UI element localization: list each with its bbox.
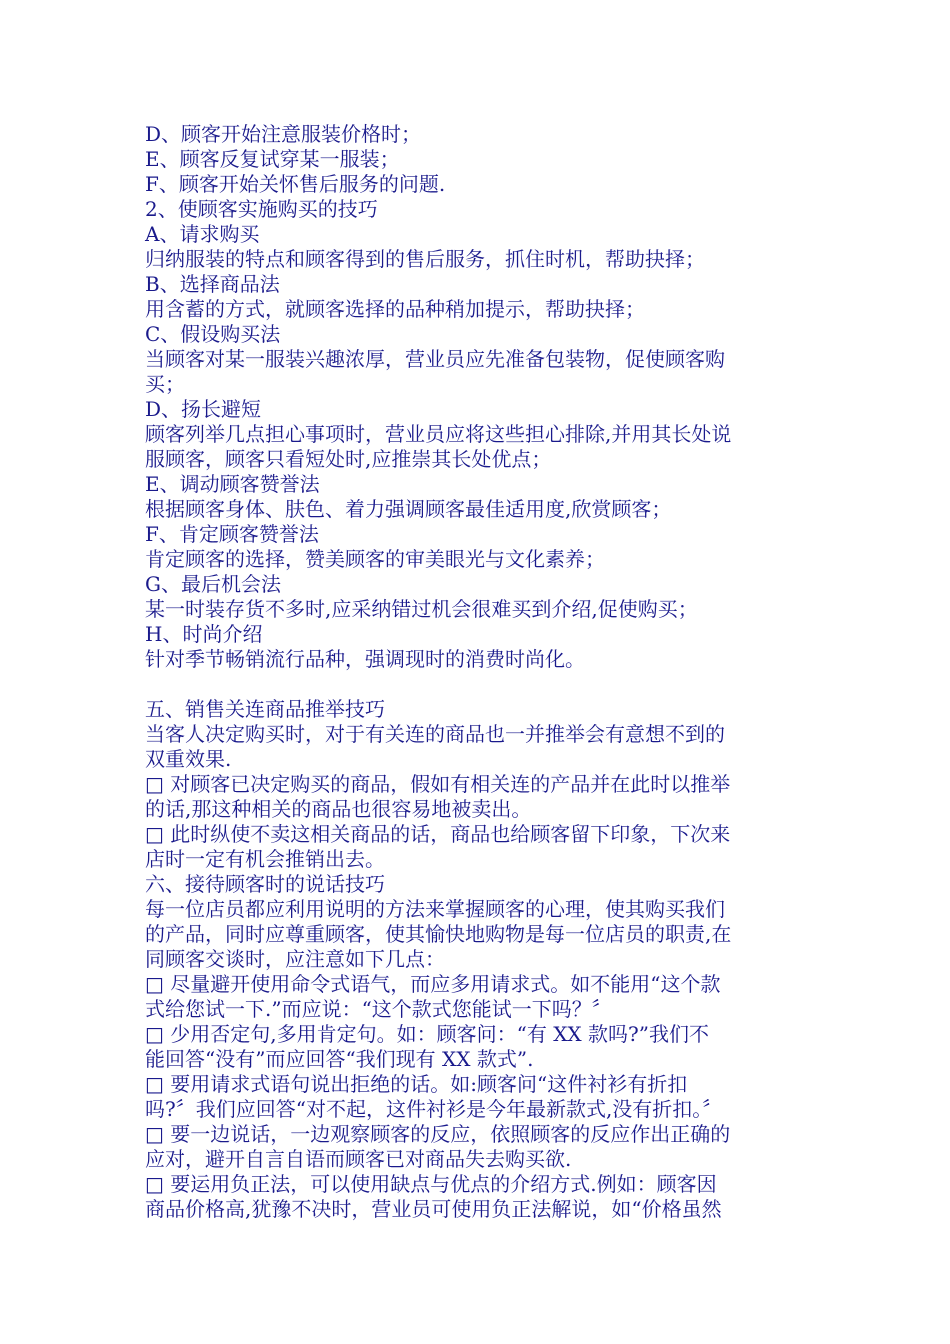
text-line: 每一位店员都应利用说明的方法来掌握顾客的心理，使其购买我们 xyxy=(145,897,725,921)
section-heading: 六、接待顾客时的说话技巧 xyxy=(145,872,385,896)
text-line: 根据顾客身体、肤色、着力强调顾客最佳适用度,欣赏顾客； xyxy=(145,497,672,521)
text-line: 用含蓄的方式，就顾客选择的品种稍加提示，帮助抉择； xyxy=(145,297,645,321)
text-line: 的产品，同时应尊重顾客，使其愉快地购物是每一位店员的职责,在 xyxy=(145,922,732,946)
subheading: F、肯定顾客赞誉法 xyxy=(145,522,319,546)
subheading: E、调动顾客赞誉法 xyxy=(145,472,320,496)
text-line: 能回答“没有”而应回答“我们现有 XX 款式”. xyxy=(145,1047,534,1071)
text-line: E、顾客反复试穿某一服装； xyxy=(145,147,400,171)
document-body xyxy=(145,122,815,1222)
subheading: A、请求购买 xyxy=(145,222,260,246)
bullet-line: □ 尽量避开使用命令式语气，而应多用请求式。如不能用“这个款 xyxy=(145,972,721,996)
subheading: C、假设购买法 xyxy=(145,322,281,346)
bullet-line: □ 要一边说话，一边观察顾客的反应，依照顾客的反应作出正确的 xyxy=(145,1122,731,1146)
text-line: F、顾客开始关怀售后服务的问题. xyxy=(145,172,446,196)
blank-line xyxy=(145,672,815,697)
text-line: 同顾客交谈时，应注意如下几点： xyxy=(145,947,445,971)
text-line: 针对季节畅销流行品种，强调现时的消费时尚化。 xyxy=(145,647,585,671)
section-heading: 五、销售关连商品推举技巧 xyxy=(145,697,385,721)
text-line: 买； xyxy=(145,372,185,396)
text-line: 顾客列举几点担心事项时，营业员应将这些担心排除,并用其长处说 xyxy=(145,422,732,446)
bullet-line: □ 要运用负正法，可以使用缺点与优点的介绍方式.例如：顾客因 xyxy=(145,1172,717,1196)
subheading: G、最后机会法 xyxy=(145,572,281,596)
section-heading: 2、使顾客实施购买的技巧 xyxy=(145,197,378,221)
text-line: D、顾客开始注意服装价格时； xyxy=(145,122,422,146)
text-line: 的话,那这种相关的商品也很容易地被卖出。 xyxy=(145,797,532,821)
bullet-line: □ 此时纵使不卖这相关商品的话，商品也给顾客留下印象，下次来 xyxy=(145,822,731,846)
bullet-line: □ 少用否定句,多用肯定句。如：顾客问：“有 XX 款吗?”我们不 xyxy=(145,1022,709,1046)
subheading: D、扬长避短 xyxy=(145,397,262,421)
text-line: 商品价格高,犹豫不决时，营业员可使用负正法解说，如“价格虽然 xyxy=(145,1197,722,1221)
text-line: 吗?〞我们应回答“对不起，这件衬衫是今年最新款式,没有折扣。〞 xyxy=(145,1097,723,1121)
subheading: B、选择商品法 xyxy=(145,272,280,296)
text-line: 肯定顾客的选择，赞美顾客的审美眼光与文化素养； xyxy=(145,547,605,571)
text-line: 店时一定有机会推销出去。 xyxy=(145,847,385,871)
text-line: 服顾客，顾客只看短处时,应推崇其长处优点； xyxy=(145,447,552,471)
bullet-line: □ 对顾客已决定购买的商品，假如有相关连的产品并在此时以推举 xyxy=(145,772,731,796)
text-line: 当客人决定购买时，对于有关连的商品也一并推举会有意想不到的 xyxy=(145,722,725,746)
text-line: 当顾客对某一服装兴趣浓厚，营业员应先准备包装物，促使顾客购 xyxy=(145,347,725,371)
text-line: 归纳服装的特点和顾客得到的售后服务，抓住时机，帮助抉择； xyxy=(145,247,705,271)
text-line: 式给您试一下.”而应说：“这个款式您能试一下吗？〞 xyxy=(145,997,612,1021)
subheading: H、时尚介绍 xyxy=(145,622,263,646)
text-line: 双重效果. xyxy=(145,747,232,771)
text-line: 某一时装存货不多时,应采纳错过机会很难买到介绍,促使购买； xyxy=(145,597,698,621)
bullet-line: □ 要用请求式语句说出拒绝的话。如:顾客问“这件衬衫有折扣 xyxy=(145,1072,688,1096)
text-line: 应对，避开自言自语而顾客已对商品失去购买欲. xyxy=(145,1147,572,1171)
